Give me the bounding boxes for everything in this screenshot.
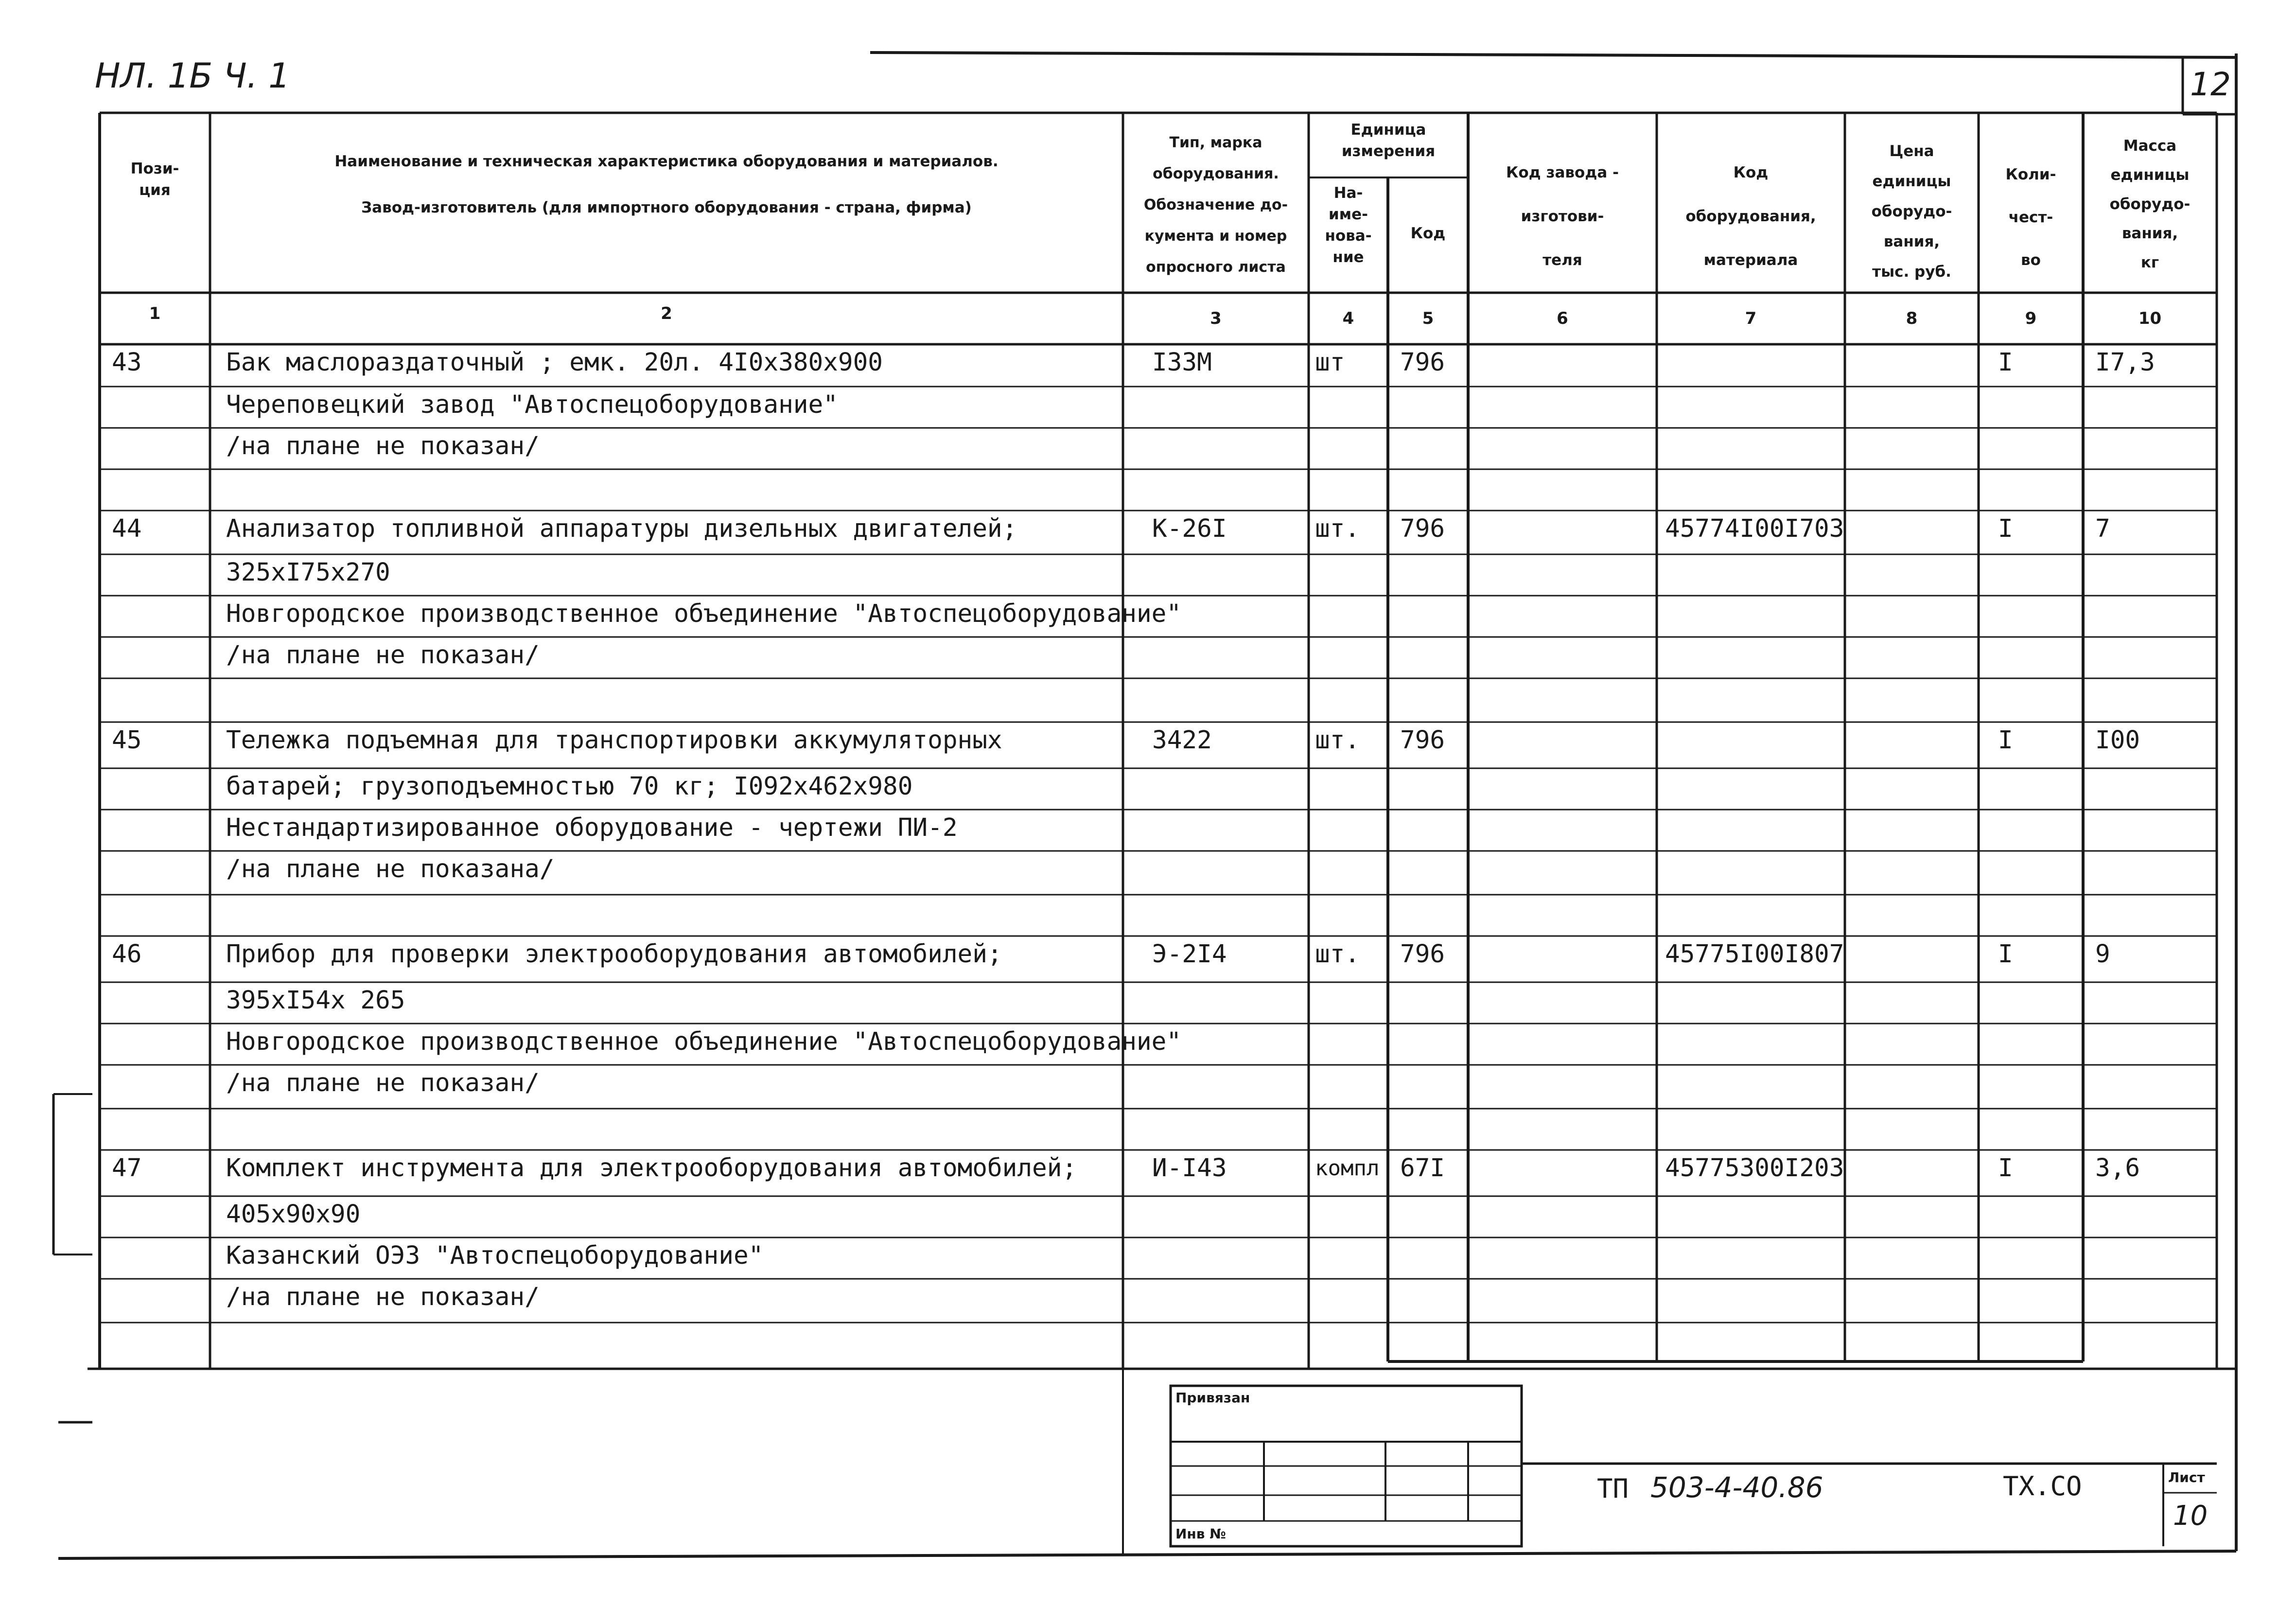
col-number: 1 [149, 304, 161, 323]
stamp-doc-mark: ТХ.СО [2003, 1471, 2082, 1502]
cell-position: 47 [112, 1154, 142, 1183]
cell-equipment-code: 45775I00I807 [1665, 940, 1844, 969]
cell-mass: I00 [2095, 726, 2140, 755]
stamp-privyazan: Привязан [1175, 1390, 1250, 1406]
header-unit-code: Код [1410, 225, 1446, 242]
cell-mass: I7,3 [2095, 348, 2155, 377]
header-quantity: Коли- чест- во [2005, 166, 2056, 269]
cell-position: 46 [112, 940, 142, 969]
cell-type: 3422 [1152, 726, 1212, 755]
cell-description: Бак маслораздаточный ; емк. 20л. 4I0x380x900 [226, 348, 883, 377]
cell-mass: 7 [2095, 514, 2110, 543]
cell-description: /на плане не показан/ [226, 432, 540, 460]
cell-position: 43 [112, 348, 142, 377]
cell-unit-name: шт. [1315, 940, 1360, 969]
header-mass: Масса единицы оборудо- вания, кг [2109, 137, 2191, 271]
cell-description: /на плане не показана/ [226, 855, 555, 884]
cell-description: /на плане не показан/ [226, 1283, 540, 1311]
cell-unit-name: шт. [1315, 726, 1360, 755]
cell-description: батарей; грузоподъемностью 70 кг; I092x462x980 [226, 772, 913, 801]
header-name-line1: Наименование и техническая характеристика оборудования и материалов. [334, 153, 999, 170]
cell-description: Комплект инструмента для электрооборудования автомобилей; [226, 1154, 1077, 1183]
cell-description: /на плане не показан/ [226, 641, 540, 670]
cell-description: Новгородское производственное объединение "Автоспецоборудование" [226, 1027, 1182, 1056]
stamp-doc-code: ТП [1597, 1473, 1629, 1504]
cell-unit-code: 796 [1400, 514, 1445, 543]
cell-quantity: I [1998, 348, 2013, 377]
cell-description: Череповецкий завод "Автоспецоборудование" [226, 390, 838, 419]
cell-description: 405x90x90 [226, 1200, 361, 1229]
cell-description: 325xI75x270 [226, 558, 390, 587]
header-equipment-code: Код оборудования, материала [1685, 164, 1816, 269]
sheet-note: НЛ. 1Б Ч. 1 [95, 56, 290, 96]
cell-quantity: I [1998, 726, 2013, 755]
cell-description: Казанский ОЭЗ "Автоспецоборудование" [226, 1241, 764, 1270]
cell-equipment-code: 45774I00I703 [1665, 514, 1844, 543]
cell-mass: 3,6 [2095, 1154, 2140, 1183]
header-name-line2: Завод-изготовитель (для импортного оборудования - страна, фирма) [361, 199, 972, 216]
header-type: Тип, марка оборудования. Обозначение до- кумента и номер опросного листа [1143, 134, 1288, 276]
cell-position: 44 [112, 514, 142, 543]
cell-type: К-26I [1152, 514, 1227, 543]
cell-equipment-code: 45775300I203 [1665, 1154, 1844, 1183]
stamp-sheet-number: 10 [2173, 1500, 2208, 1532]
cell-description: Прибор для проверки электрооборудования автомобилей; [226, 940, 1002, 969]
cell-quantity: I [1998, 1154, 2013, 1183]
col-number: 8 [1906, 309, 1918, 328]
stamp-doc-number: 503-4-40.86 [1650, 1471, 1823, 1504]
col-number: 9 [2025, 309, 2037, 328]
cell-description: Тележка подъемная для транспортировки аккумуляторных [226, 726, 1002, 755]
header-manufacturer-code: Код завода - изготови- теля [1506, 164, 1619, 269]
cell-unit-name: шт. [1315, 514, 1360, 543]
col-number: 2 [661, 304, 672, 323]
cell-unit-code: 67I [1400, 1154, 1445, 1183]
col-number: 3 [1210, 309, 1222, 328]
header-price: Цена единицы оборудо- вания, тыс. руб. [1871, 142, 1952, 281]
col-number: 10 [2138, 309, 2162, 328]
cell-mass: 9 [2095, 940, 2110, 969]
cell-type: Э-2I4 [1152, 940, 1227, 969]
stamp-inv: Инв № [1175, 1526, 1226, 1542]
cell-unit-code: 796 [1400, 348, 1445, 377]
header-unit-name: На- име- нова- ние [1325, 184, 1372, 266]
cell-description: /на плане не показан/ [226, 1069, 540, 1097]
cell-unit-name: компл [1315, 1156, 1380, 1181]
header-unit-group: Единица измерения [1341, 121, 1436, 160]
col-number: 6 [1557, 309, 1568, 328]
cell-unit-code: 796 [1400, 940, 1445, 969]
cell-description: Новгородское производственное объединение "Автоспецоборудование" [226, 600, 1182, 628]
cell-type: I33М [1152, 348, 1212, 377]
cell-quantity: I [1998, 940, 2013, 969]
cell-quantity: I [1998, 514, 2013, 543]
cell-position: 45 [112, 726, 142, 755]
cell-type: И-I43 [1152, 1154, 1227, 1183]
col-number: 7 [1745, 309, 1757, 328]
col-number: 4 [1342, 309, 1354, 328]
cell-description: 395xI54x 265 [226, 986, 405, 1015]
cell-unit-name: шт [1315, 348, 1345, 377]
cell-description: Анализатор топливной аппаратуры дизельных двигателей; [226, 514, 1017, 543]
cell-description: Нестандартизированное оборудование - чертежи ПИ-2 [226, 813, 958, 842]
col-number: 5 [1422, 309, 1434, 328]
stamp-sheet-label: Лист [2168, 1469, 2205, 1485]
header-position: Пози- ция [130, 160, 179, 199]
page-number: 12 [2190, 66, 2231, 103]
cell-unit-code: 796 [1400, 726, 1445, 755]
